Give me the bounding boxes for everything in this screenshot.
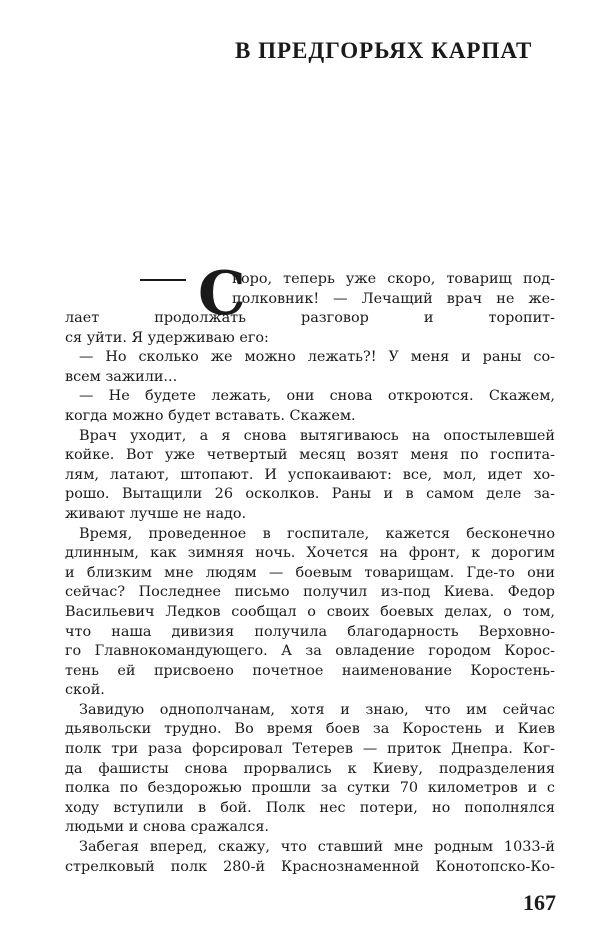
opening-dash [140, 279, 186, 281]
text-line: полка по бездорожью прошли за сутки 70 километров и с [65, 780, 555, 797]
text-line: го Главнокомандующего. А за овладение городом Корос- [65, 643, 555, 660]
text-line: Васильевич Ледков сообщал о своих боевых делах, о том, [65, 603, 555, 620]
text-line: коро, теперь уже скоро, товарищ под- [232, 271, 555, 287]
text-line: рошо. Вытащили 26 осколков. Раны и в самом деле за- [65, 486, 555, 503]
text-line: полковник! — Лечащий врач не же- [232, 290, 555, 307]
text-line: — Но сколько же можно лежать?! У меня и раны со- [79, 349, 555, 366]
text-line: Врач уходит, а я снова вытягиваюсь на опостылевшей [79, 427, 555, 444]
text-line: сейчас? Последнее письмо получил из-под Киева. Федор [65, 584, 555, 601]
text-line: Время, проведенное в госпитале, кажется бесконечно [79, 525, 555, 542]
text-line: Завидую однополчанам, хотя и знаю, что им сейчас [79, 701, 555, 718]
text-line: людьми и снова сражался. [65, 819, 269, 836]
text-line: живают лучше не надо. [65, 505, 247, 522]
text-line: и близким мне людям — боевым товарищам. Где-то они [65, 564, 555, 581]
text-line: Забегая вперед, скажу, что ставший мне родным 1033-й [79, 839, 555, 856]
text-line: лает продолжать разговор и торопит- [65, 310, 555, 326]
text-line: ходу вступили в бой. Полк нес потери, но пополнялся [65, 799, 555, 816]
text-line: ся уйти. Я удерживаю его: [65, 329, 269, 346]
text-line: — Не будете лежать, они снова откроются. Скажем, [79, 388, 555, 405]
text-line: когда можно будет вставать. Скажем. [65, 407, 356, 424]
text-line: стрелковый полк 280-й Краснознаменной Конотопско-Ко- [65, 858, 555, 875]
body-text [65, 309, 555, 877]
drop-cap: С [198, 259, 246, 329]
text-line: длинным, как зимняя ночь. Хочется на фронт, к дорогим [65, 545, 555, 562]
text-line: ской. [65, 682, 105, 699]
chapter-title: В ПРЕДГОРЬЯХ КАРПАТ [235, 38, 533, 63]
text-line: тень ей присвоено почетное наименование Коростень- [65, 662, 555, 679]
text-line: дьявольски трудно. Во время боев за Коростень и Киев [65, 721, 555, 738]
text-line: всем зажили... [65, 368, 178, 385]
text-line: лям, латают, штопают. И успокаивают: все, мол, идет хо- [65, 466, 555, 483]
text-line: полк три раза форсировал Тетерев — приток Днепра. Ког- [65, 741, 555, 758]
page-number: 167 [523, 890, 556, 915]
text-line: что наша дивизия получила благодарность Верховно- [65, 623, 555, 640]
opening-lines [232, 270, 555, 309]
text-line: койке. Вот уже четвертый месяц возят меня по госпита- [65, 447, 555, 464]
text-line: да фашисты снова прорвались к Киеву, подразделения [65, 760, 555, 777]
